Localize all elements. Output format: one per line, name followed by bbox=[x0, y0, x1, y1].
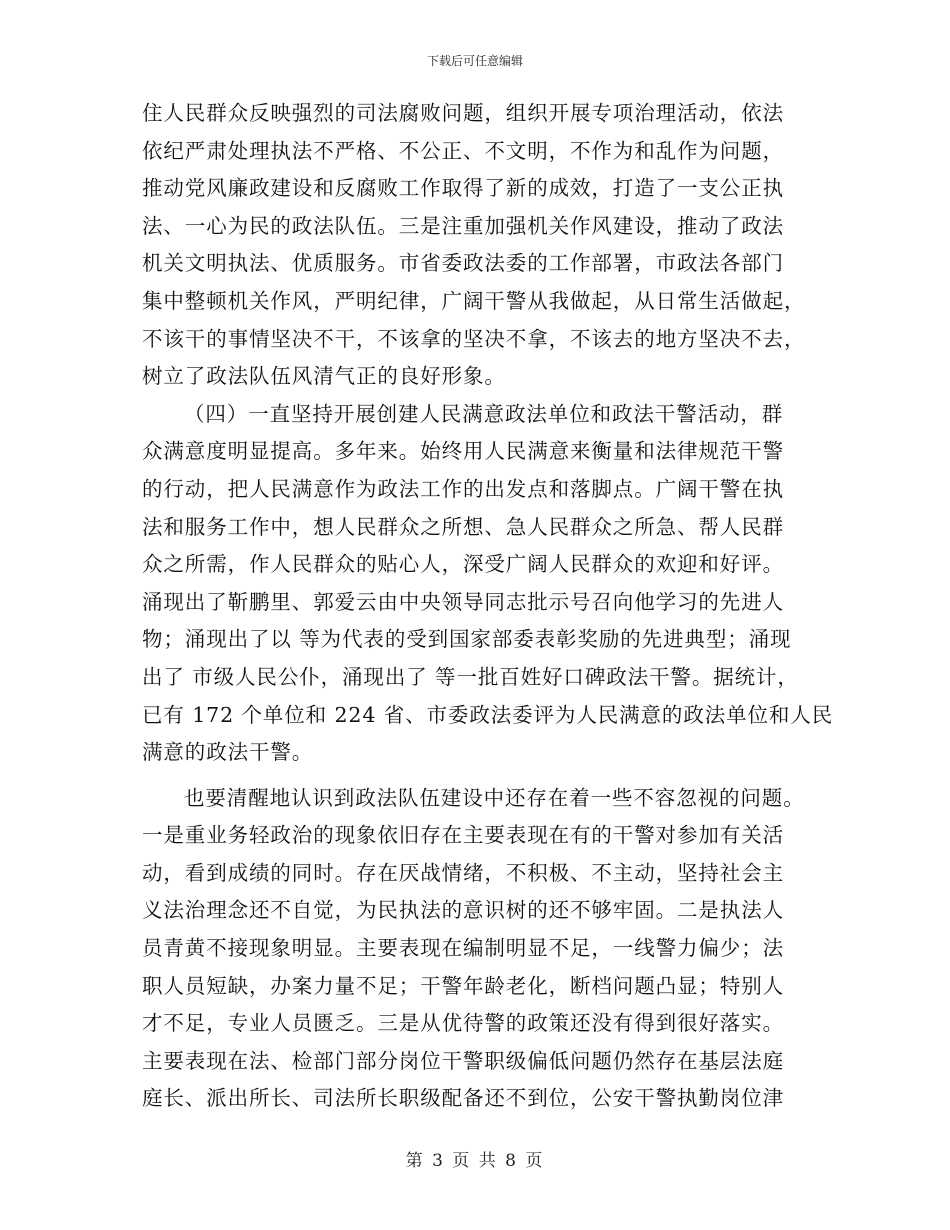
text-line: 动，看到成绩的同时。存在厌战情绪，不积极、不主动，坚持社会主 bbox=[142, 860, 784, 885]
paragraph-2 bbox=[142, 396, 834, 772]
page-header: 下载后可任意编辑 bbox=[426, 54, 523, 68]
text-line: 的行动，把人民满意作为政法工作的出发点和落脚点。广阔干警在执 bbox=[142, 476, 784, 501]
text-line: 法、一心为民的政法队伍。三是注重加强机关作风建设，推动了政法 bbox=[142, 213, 784, 238]
text-line: 推动党风廉政建设和反腐败工作取得了新的成效，打造了一支公正执 bbox=[142, 176, 784, 201]
text-line: 依纪严肃处理执法不严格、不公正、不文明，不作为和乱作为问题， bbox=[142, 138, 784, 163]
text-line: （四）一直坚持开展创建人民满意政法单位和政法干警活动，群 bbox=[184, 401, 784, 426]
text-line: 职人员短缺，办案力量不足；干警年龄老化，断档问题凸显；特别人 bbox=[142, 973, 784, 998]
text-line: 主要表现在法、检部门部分岗位干警职级偏低问题仍然存在基层法庭 bbox=[142, 1048, 784, 1073]
text-line: 出了 市级人民公仆，涌现出了 等一批百姓好口碑政法干警。据统计， bbox=[142, 664, 799, 689]
text-line: 物；涌现出了以 等为代表的受到国家部委表彰奖励的先进典型；涌现 bbox=[142, 627, 792, 652]
text-line: 众之所需，作人民群众的贴心人，深受广阔人民群众的欢迎和好评。 bbox=[142, 552, 784, 577]
text-line: 法和服务工作中，想人民群众之所想、急人民群众之所急、帮人民群 bbox=[142, 514, 784, 539]
text-line: 一是重业务轻政治的现象依旧存在主要表现在有的干警对参加有关活 bbox=[142, 823, 784, 848]
page-number: 第 3 页 共 8 页 bbox=[405, 1151, 545, 1171]
text-line: 涌现出了靳鹏里、郭爱云由中央领导同志批示号召向他学习的先进人 bbox=[142, 589, 784, 614]
text-line: 员青黄不接现象明显。主要表现在编制明显不足，一线警力偏少；法 bbox=[142, 936, 784, 961]
paragraph-1 bbox=[142, 95, 810, 396]
text-line: 才不足，专业人员匮乏。三是从优待警的政策还没有得到很好落实。 bbox=[142, 1011, 784, 1036]
text-line: 众满意度明显提高。多年来。始终用人民满意来衡量和法律规范干警 bbox=[142, 439, 784, 464]
text-line: 集中整顿机关作风，严明纪律，广阔干警从我做起，从日常生活做起， bbox=[142, 288, 806, 313]
text-line: 庭长、派出所长、司法所长职级配备还不到位，公安干警执勤岗位津 bbox=[142, 1086, 784, 1111]
text-line: 树立了政法队伍风清气正的良好形象。 bbox=[142, 364, 506, 389]
text-line: 机关文明执法、优质服务。市省委政法委的工作部署，市政法各部门 bbox=[142, 251, 784, 276]
text-line: 也要清醒地认识到政法队伍建设中还存在着一些不容忽视的问题。 bbox=[184, 785, 805, 810]
text-line: 住人民群众反映强烈的司法腐败问题，组织开展专项治理活动，依法 bbox=[142, 101, 784, 125]
document-body bbox=[142, 95, 834, 1118]
text-line: 义法治理念还不自觉，为民执法的意识树的还不够牢固。二是执法人 bbox=[142, 898, 784, 923]
text-line: 满意的政法干警。 bbox=[142, 740, 314, 765]
text-line: 不该干的事情坚决不干，不该拿的坚决不拿，不该去的地方坚决不去， bbox=[142, 326, 806, 351]
text-line: 已有 172 个单位和 224 省、市委政法委评为人民满意的政法单位和人民 bbox=[142, 702, 834, 727]
paragraph-3 bbox=[142, 780, 810, 1118]
